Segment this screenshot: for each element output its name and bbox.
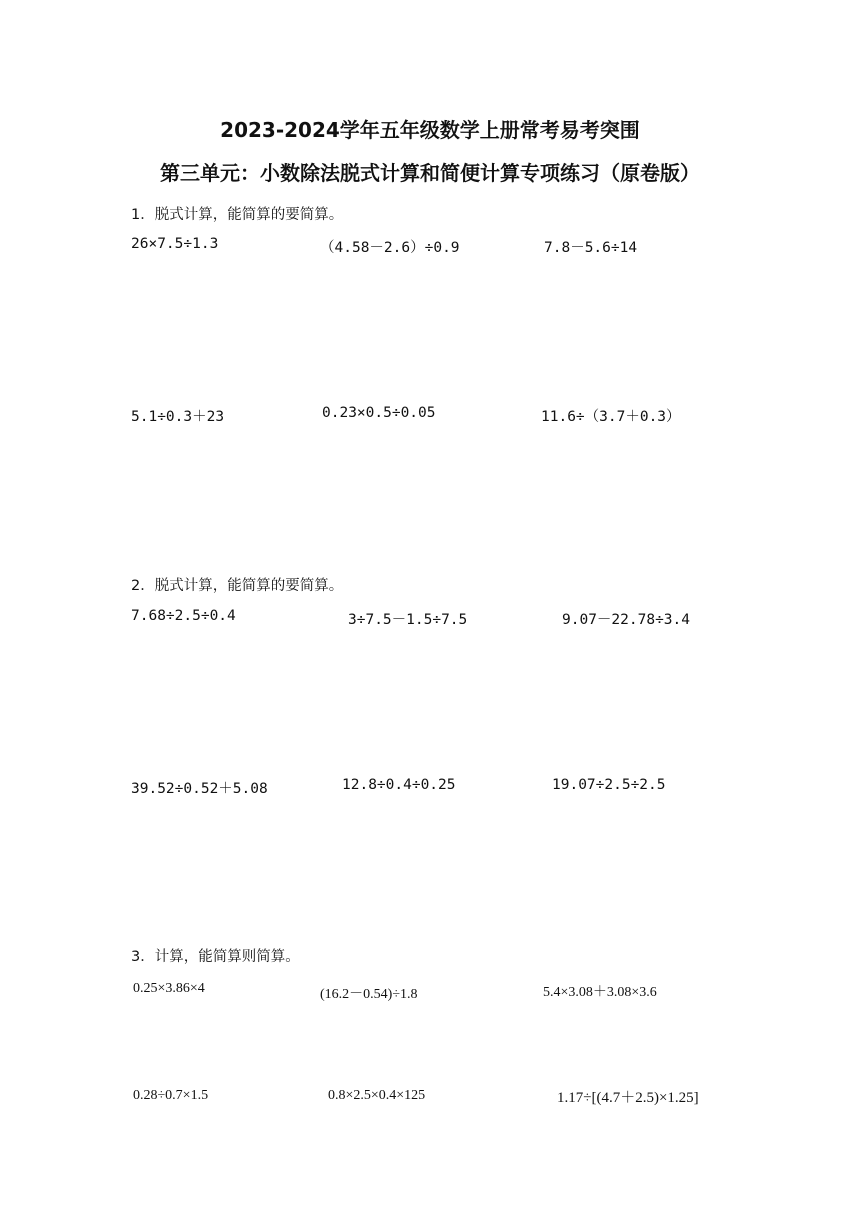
question-2-label: 2．脱式计算，能简算的要简算。	[131, 578, 344, 594]
q1-expr-2: （4.58－2.6）÷0.9	[320, 240, 460, 256]
question-1-label: 1．脱式计算，能简算的要简算。	[131, 207, 344, 223]
q3-expr-5: 0.8×2.5×0.4×125	[328, 1088, 426, 1103]
q3-expr-6: 1.17÷[(4.7＋2.5)×1.25]	[557, 1090, 699, 1106]
q2-expr-4: 39.52÷0.52＋5.08	[131, 781, 268, 797]
q2-expr-6: 19.07÷2.5÷2.5	[552, 777, 666, 793]
page-title: 2023-2024学年五年级数学上册常考易考突围	[220, 118, 640, 142]
page-subtitle: 第三单元：小数除法脱式计算和简便计算专项练习（原卷版）	[160, 161, 700, 185]
q2-expr-2: 3÷7.5－1.5÷7.5	[348, 612, 468, 628]
q2-expr-1: 7.68÷2.5÷0.4	[131, 608, 236, 624]
question-3-label: 3．计算，能简算则简算。	[131, 949, 300, 965]
q1-expr-5: 0.23×0.5÷0.05	[322, 405, 436, 421]
q3-expr-1: 0.25×3.86×4	[133, 981, 205, 996]
q2-expr-3: 9.07－22.78÷3.4	[562, 612, 690, 628]
q3-expr-4: 0.28÷0.7×1.5	[133, 1088, 209, 1103]
q3-expr-3: 5.4×3.08＋3.08×3.6	[543, 985, 657, 1000]
q1-expr-1: 26×7.5÷1.3	[131, 236, 219, 252]
q2-expr-5: 12.8÷0.4÷0.25	[342, 777, 456, 793]
q1-expr-4: 5.1÷0.3＋23	[131, 409, 225, 425]
q1-expr-6: 11.6÷（3.7＋0.3）	[541, 409, 681, 425]
q1-expr-3: 7.8－5.6÷14	[544, 240, 638, 256]
q3-expr-2: (16.2－0.54)÷1.8	[320, 987, 418, 1002]
